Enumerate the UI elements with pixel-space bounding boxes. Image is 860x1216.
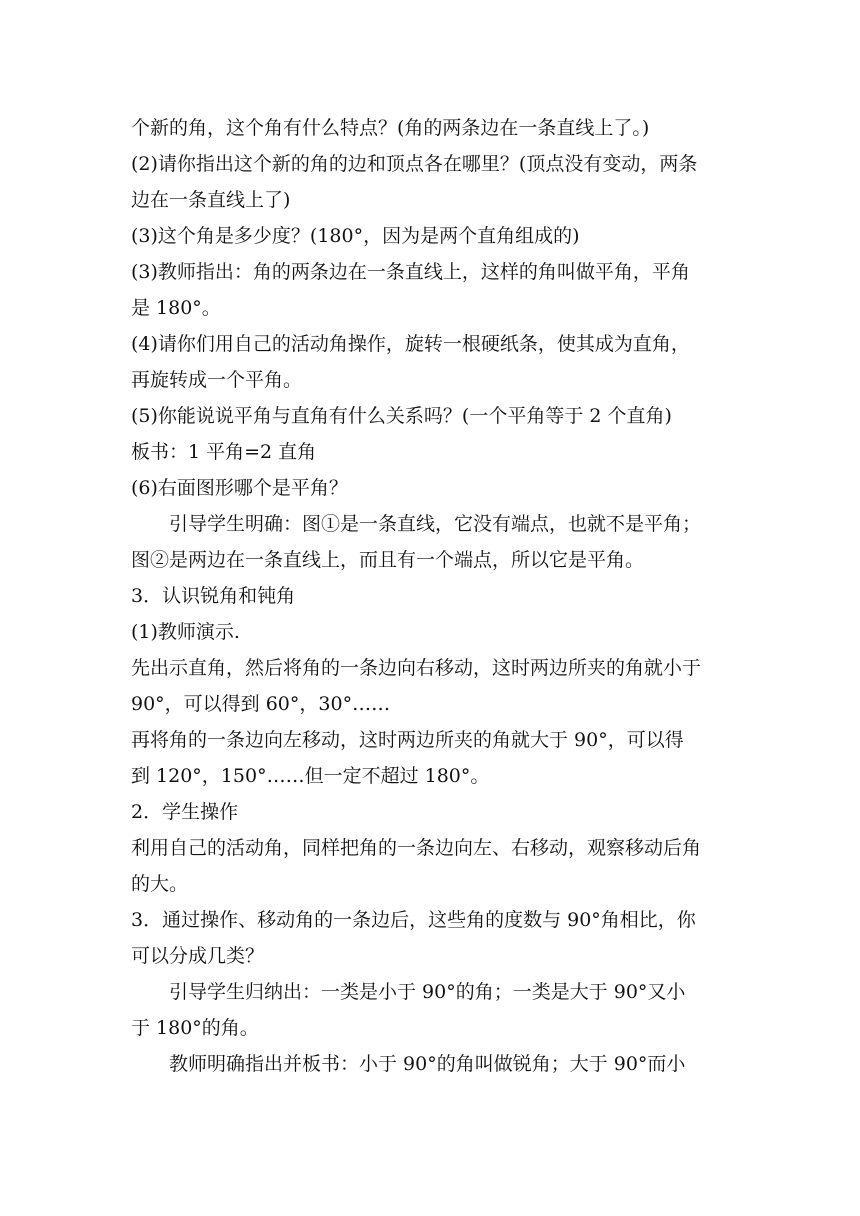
- text-line: 图②是两边在一条直线上，而且有一个端点，所以它是平角。: [131, 549, 645, 571]
- text-line: 引导学生明确：图①是一条直线，它没有端点，也就不是平角；: [169, 513, 702, 535]
- text-line: (3)这个角是多少度？(180°，因为是两个直角组成的): [131, 225, 580, 247]
- text-line: 于 180°的角。: [131, 1017, 259, 1039]
- text-line: (2)请你指出这个新的角的边和顶点各在哪里？(顶点没有变动，两条: [131, 153, 698, 175]
- text-line: 引导学生归纳出：一类是小于 90°的角；一类是大于 90°又小: [169, 981, 686, 1003]
- text-line: 先出示直角，然后将角的一条边向右移动，这时两边所夹的角就小于: [131, 657, 702, 679]
- text-line: 个新的角，这个角有什么特点？(角的两条边在一条直线上了。): [131, 117, 650, 139]
- text-line: (3)教师指出：角的两条边在一条直线上，这样的角叫做平角，平角: [131, 261, 690, 283]
- text-line: 90°，可以得到 60°，30°……: [131, 693, 391, 715]
- text-line: 再旋转成一个平角。: [131, 369, 303, 391]
- text-line: (1)教师演示.: [131, 621, 240, 643]
- text-line: 边在一条直线上了): [131, 189, 291, 211]
- section-heading: 2．学生操作: [131, 801, 239, 823]
- text-line: 再将角的一条边向左移动，这时两边所夹的角就大于 90°，可以得: [131, 729, 684, 751]
- text-line: (4)请你们用自己的活动角操作，旋转一根硬纸条，使其成为直角，: [131, 333, 690, 355]
- text-line: 板书：1 平角=2 直角: [131, 441, 317, 463]
- text-line: 到 120°，150°……但一定不超过 180°。: [131, 765, 490, 787]
- text-line: 3．通过操作、移动角的一条边后，这些角的度数与 90°角相比，你: [131, 909, 696, 931]
- text-line: 的大。: [131, 873, 189, 895]
- section-heading: 3．认识锐角和钝角: [131, 585, 296, 607]
- text-line: 可以分成几类？: [131, 945, 265, 967]
- text-line: (6)右面图形哪个是平角？: [131, 477, 348, 499]
- text-line: 利用自己的活动角，同样把角的一条边向左、右移动，观察移动后角: [131, 837, 702, 859]
- text-line: (5)你能说说平角与直角有什么关系吗？(一个平角等于 2 个直角): [131, 405, 672, 427]
- text-line: 教师明确指出并板书：小于 90°的角叫做锐角；大于 90°而小: [169, 1053, 686, 1075]
- text-line: 是 180°。: [131, 297, 221, 319]
